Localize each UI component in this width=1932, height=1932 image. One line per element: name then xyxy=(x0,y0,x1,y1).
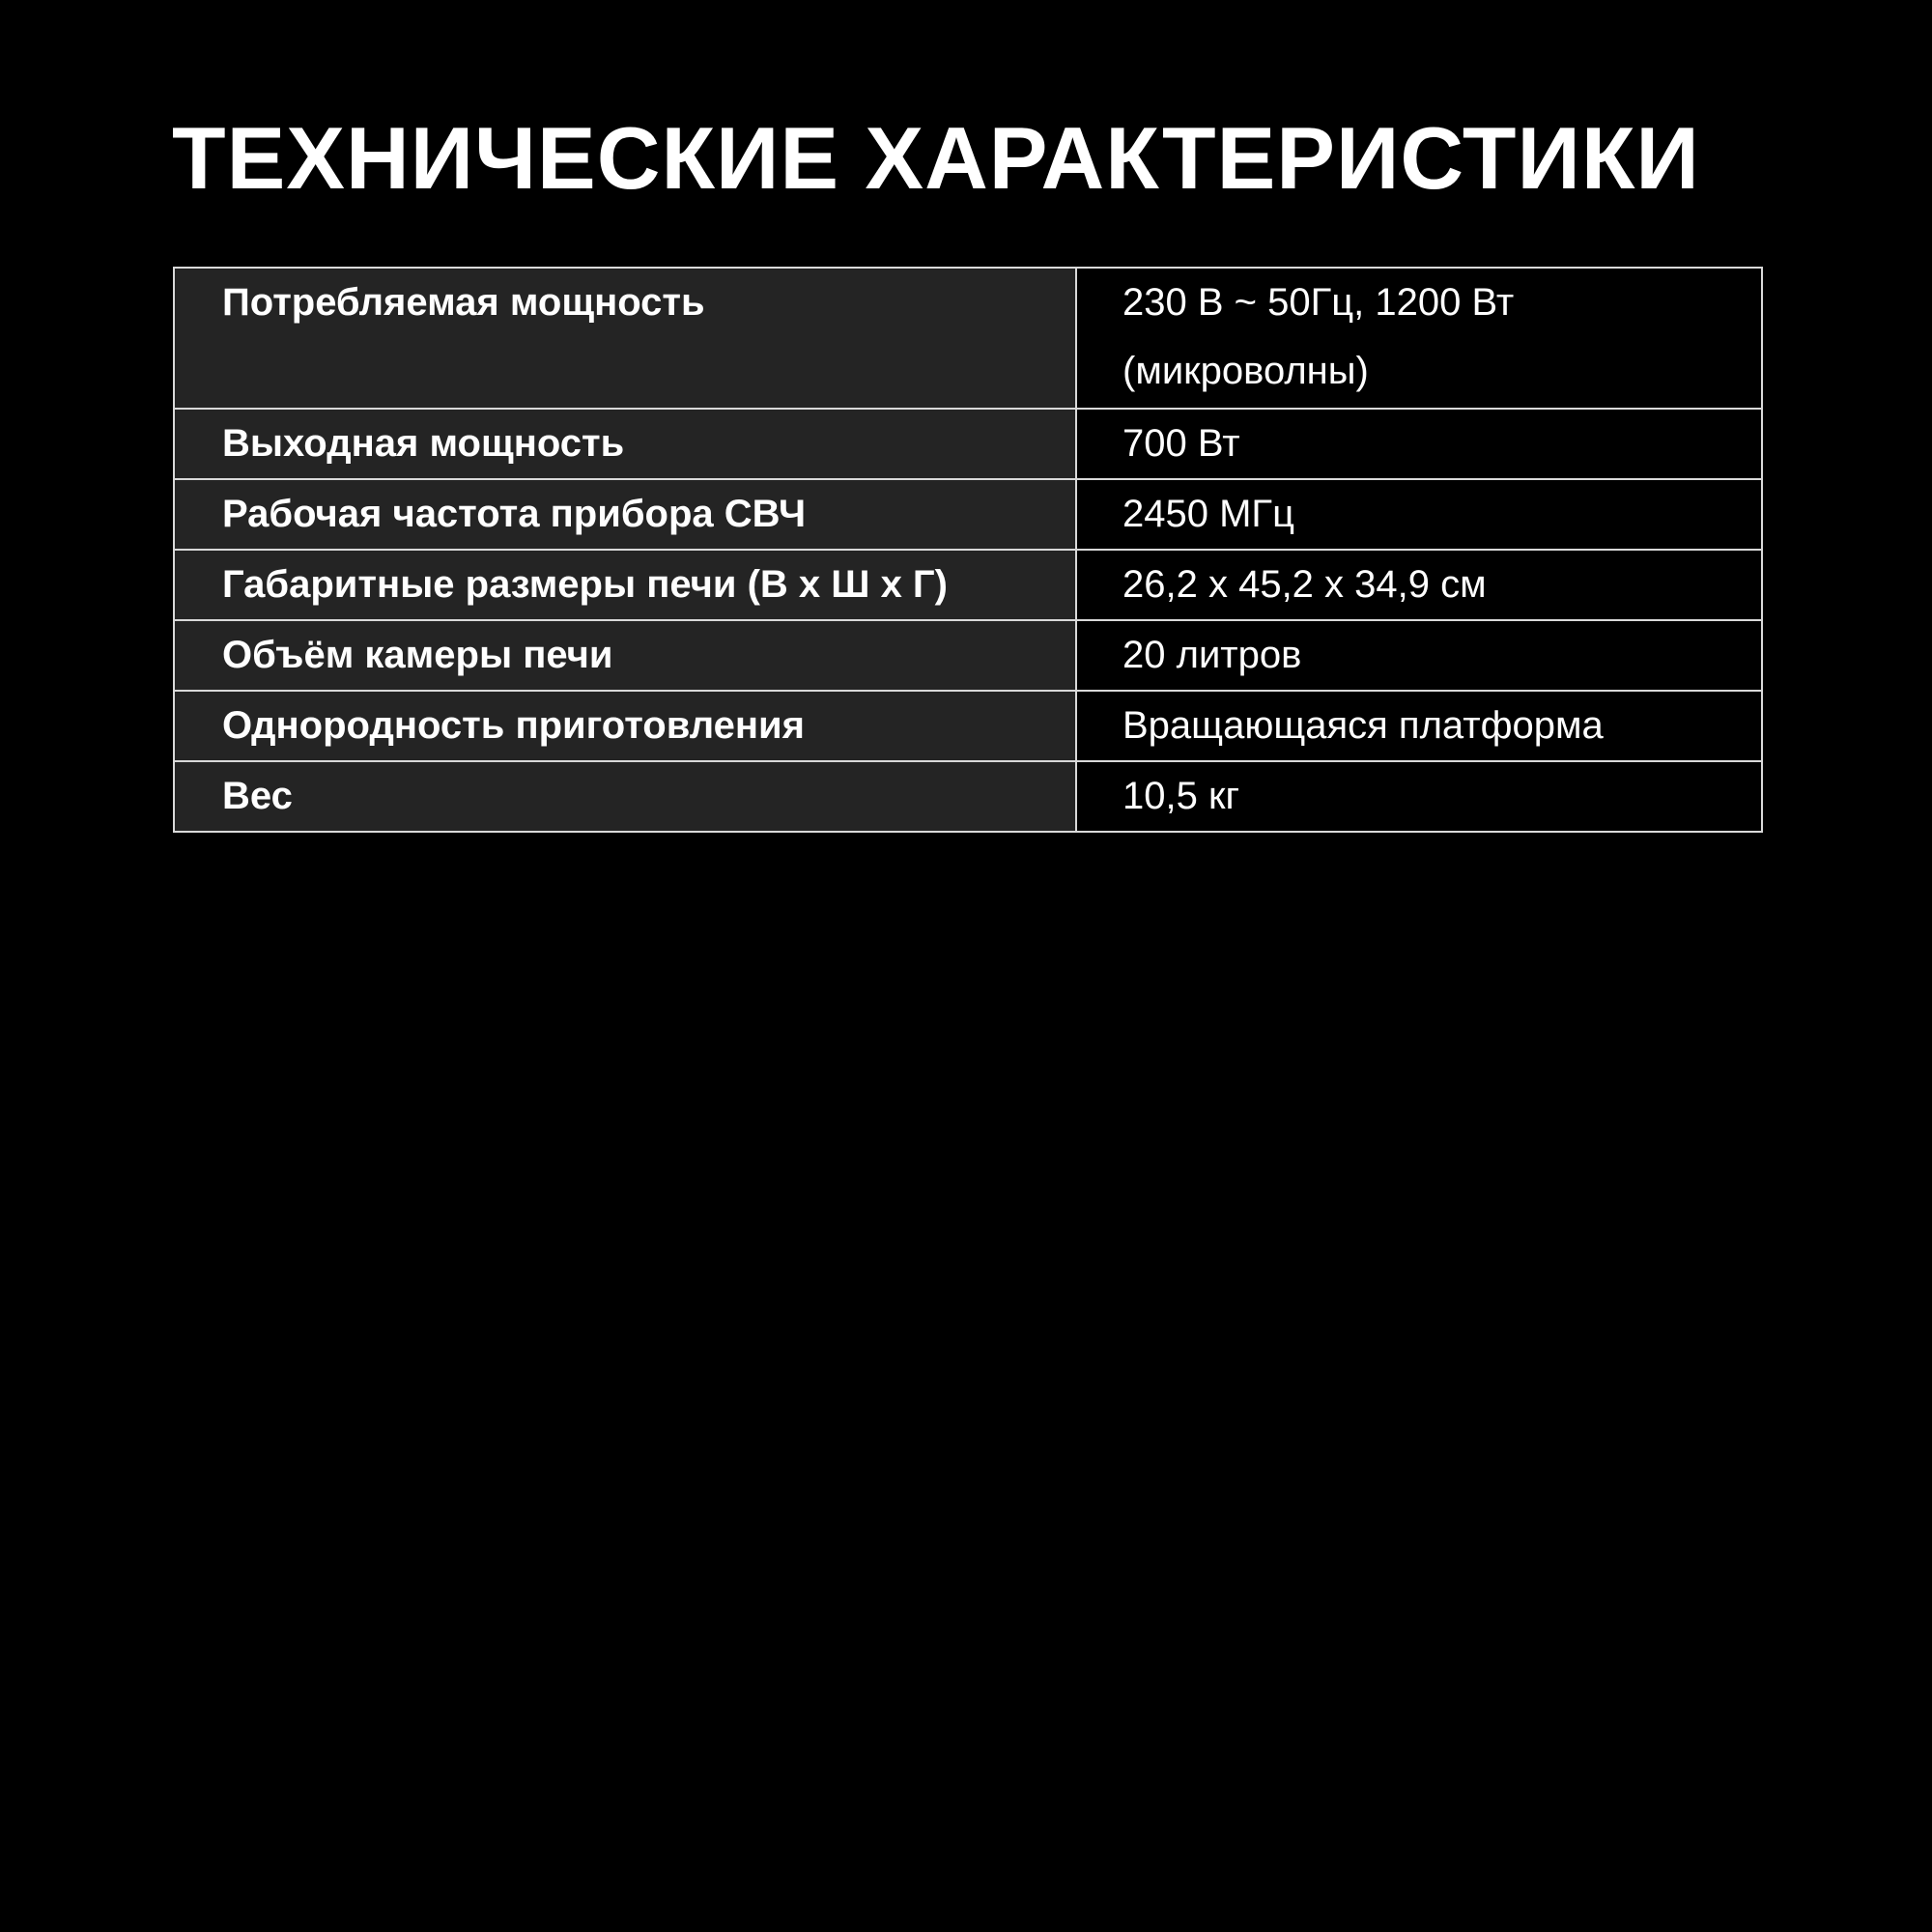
page-title: ТЕХНИЧЕСКИЕ ХАРАКТЕРИСТИКИ xyxy=(172,110,1700,208)
spec-label: Выходная мощность xyxy=(222,422,625,465)
spec-value-cell xyxy=(1076,620,1762,691)
table-row xyxy=(174,550,1762,620)
spec-value-cell xyxy=(1076,268,1762,409)
table-row xyxy=(174,620,1762,691)
spec-label-cell xyxy=(174,409,1076,479)
specs-table xyxy=(173,267,1763,833)
spec-value: 2450 МГц xyxy=(1122,493,1294,535)
spec-label: Потребляемая мощность xyxy=(222,281,705,324)
spec-label-cell xyxy=(174,268,1076,409)
spec-value-line: 230 В ~ 50Гц, 1200 Вт xyxy=(1122,281,1515,324)
spec-label-cell xyxy=(174,691,1076,761)
spec-value: 26,2 х 45,2 х 34,9 см xyxy=(1122,563,1487,606)
spec-value-cell xyxy=(1076,479,1762,550)
spec-value-cell xyxy=(1076,409,1762,479)
spec-value-cell xyxy=(1076,550,1762,620)
table-row xyxy=(174,409,1762,479)
spec-value: 700 Вт xyxy=(1122,422,1240,465)
spec-value-cell xyxy=(1076,691,1762,761)
spec-label: Объём камеры печи xyxy=(222,634,613,676)
spec-label-cell xyxy=(174,761,1076,832)
spec-label: Рабочая частота прибора СВЧ xyxy=(222,493,807,535)
table-row xyxy=(174,761,1762,832)
table-row xyxy=(174,691,1762,761)
table-row xyxy=(174,479,1762,550)
spec-label-cell xyxy=(174,620,1076,691)
spec-label: Вес xyxy=(222,775,293,817)
spec-value: Вращающаяся платформа xyxy=(1122,704,1604,747)
spec-label-cell xyxy=(174,550,1076,620)
spec-value: 20 литров xyxy=(1122,634,1302,676)
spec-value-cell xyxy=(1076,761,1762,832)
spec-label-cell xyxy=(174,479,1076,550)
spec-value: 10,5 кг xyxy=(1122,775,1240,817)
spec-label: Габаритные размеры печи (В х Ш х Г) xyxy=(222,563,948,606)
spec-label: Однородность приготовления xyxy=(222,704,805,747)
table-row xyxy=(174,268,1762,409)
spec-value-line: (микроволны) xyxy=(1122,350,1369,392)
